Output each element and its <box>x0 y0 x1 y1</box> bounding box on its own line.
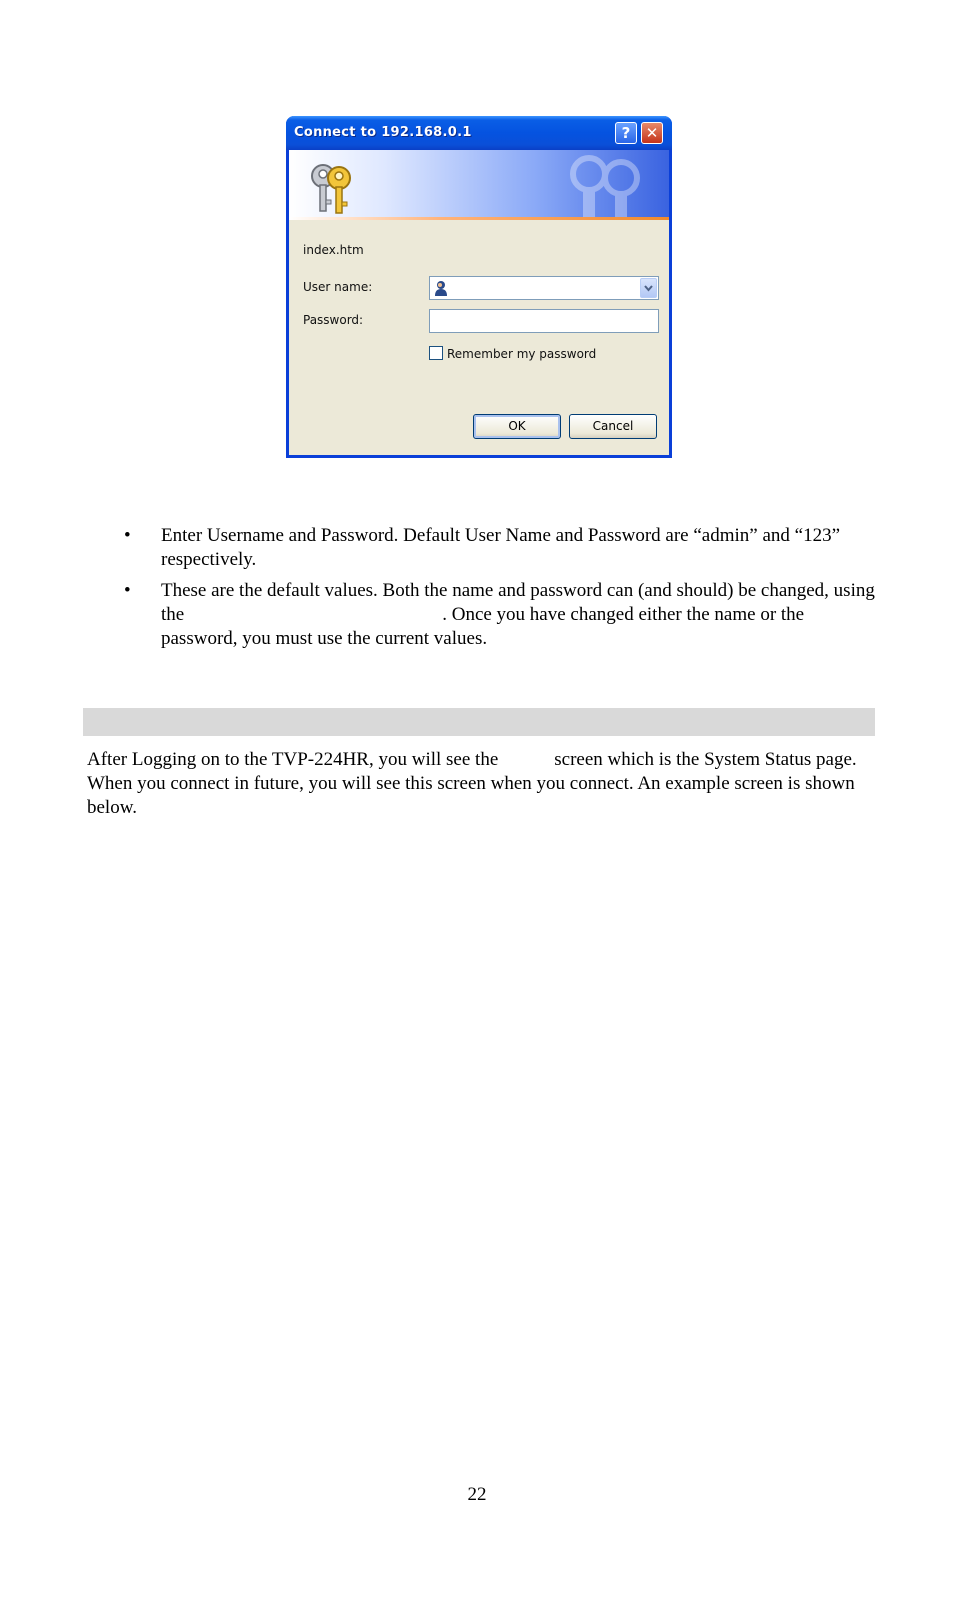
username-combo[interactable] <box>429 276 659 300</box>
paragraph-text-after: screen which is the System Status page. When you connect in future, you will see this screen when you connect. An example screen is shown below. <box>87 749 857 818</box>
bullet-glyph: • <box>124 525 131 546</box>
decorative-keys-icon <box>559 152 649 220</box>
bullet-text-after: . Once you have changed either the name or the password, you must use the current values. <box>161 604 805 649</box>
user-icon <box>434 280 448 296</box>
dialog-banner <box>289 150 669 220</box>
help-button[interactable] <box>615 122 637 144</box>
remember-password-label[interactable]: Remember my password <box>447 347 597 361</box>
body-paragraph <box>87 748 877 820</box>
page-number: 22 <box>467 1484 487 1505</box>
close-icon: ✕ <box>645 124 659 142</box>
help-icon: ? <box>621 124 631 142</box>
bullet-glyph: • <box>124 580 131 601</box>
instruction-list <box>120 524 880 658</box>
login-dialog <box>286 116 672 458</box>
paragraph-text-before: After Logging on to the TVP-224HR, you will see the <box>87 749 499 770</box>
banner-divider <box>289 217 669 220</box>
password-label: Password: <box>303 313 364 327</box>
ok-button[interactable]: OK <box>473 414 561 439</box>
close-button[interactable] <box>641 122 663 144</box>
list-item <box>120 579 880 651</box>
bullet-text-before: These are the default values. Both the name and password can (and should) be changed, using the <box>161 580 875 625</box>
remember-password-checkbox[interactable] <box>429 346 443 360</box>
chevron-down-icon <box>641 279 656 297</box>
cancel-button[interactable]: Cancel <box>569 414 657 439</box>
password-field[interactable] <box>429 309 659 333</box>
keys-icon <box>307 160 363 218</box>
list-item <box>120 524 880 572</box>
bullet-text: Enter Username and Password. Default User Name and Password are “admin” and “123” respectively. <box>161 525 841 570</box>
section-heading-bar <box>83 708 875 736</box>
dialog-title: Connect to 192.168.0.1 <box>294 125 472 140</box>
username-label: User name: <box>303 280 373 294</box>
dialog-titlebar <box>286 116 672 150</box>
username-dropdown-button[interactable] <box>640 278 657 298</box>
realm-label: index.htm <box>303 243 364 257</box>
